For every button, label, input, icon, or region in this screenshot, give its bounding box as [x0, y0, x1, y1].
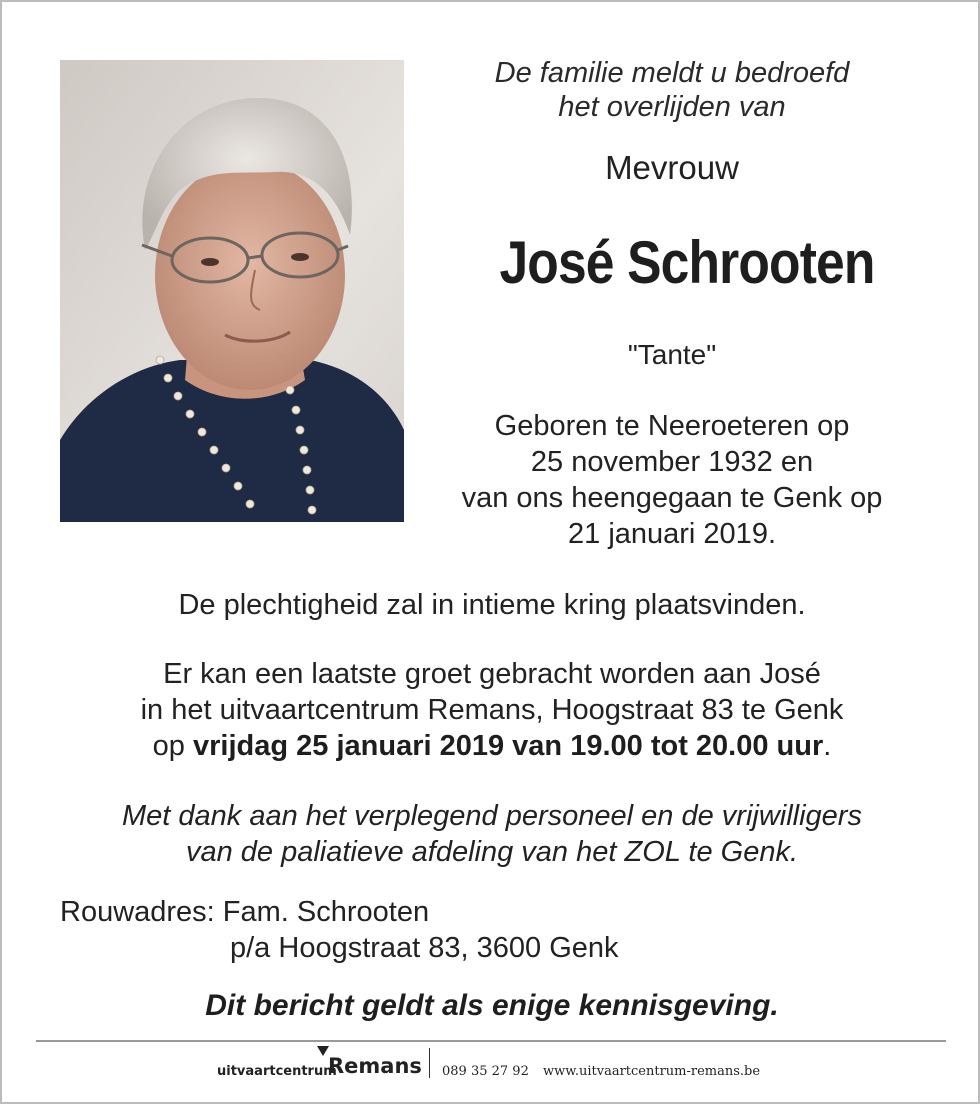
- address-line-2: p/a Hoogstraat 83, 3600 Genk: [230, 932, 619, 964]
- birth-line-2: 25 november 1932 en: [530, 446, 814, 478]
- portrait-photo: [60, 60, 404, 522]
- intro-line-1: De familie meldt u bedroefd: [494, 57, 850, 89]
- footer: [2, 1046, 978, 1086]
- visitation-time: vrijdag 25 januari 2019 van 19.00 tot 20.00 uur: [193, 730, 824, 762]
- thanks-text: [42, 798, 942, 870]
- website-link[interactable]: www.uitvaartcentrum-remans.be: [543, 1064, 761, 1079]
- notice-text: Dit bericht geldt als enige kennisgeving.: [205, 989, 779, 1022]
- death-line-2: 21 januari 2019.: [568, 518, 776, 550]
- phone-number: 089 35 27 92: [442, 1064, 529, 1079]
- brand-small-text: uitvaartcentrum: [217, 1064, 337, 1079]
- greeting-text: [42, 656, 942, 764]
- birth-line-1: Geboren te Neeroeteren op: [494, 410, 850, 442]
- address-line-1: Rouwadres: Fam. Schrooten: [60, 896, 430, 928]
- deceased-name: José Schrooten: [499, 229, 875, 296]
- footer-divider: [36, 1040, 946, 1042]
- life-dates: [432, 408, 912, 552]
- greeting-line-3: [42, 728, 942, 764]
- brand-name: Remans: [328, 1054, 422, 1078]
- greeting-line-3-prefix: op: [152, 730, 185, 762]
- thanks-line-2: van de paliatieve afdeling van het ZOL te Genk.: [185, 836, 799, 868]
- greeting-line-3-suffix: .: [823, 730, 832, 762]
- death-line-1: van ons heengegaan te Genk op: [461, 482, 883, 514]
- thanks-line-1: Met dank aan het verplegend personeel en de vrijwilligers: [122, 800, 862, 832]
- ceremony-text: De plechtigheid zal in intieme kring plaatsvinden.: [178, 589, 806, 621]
- greeting-line-2: in het uitvaartcentrum Remans, Hoogstraat 83 te Genk: [140, 694, 844, 726]
- intro-text: [432, 56, 912, 124]
- title-prefix: Mevrouw: [605, 149, 739, 186]
- portrait-image: [60, 60, 404, 522]
- mourning-address: [60, 894, 619, 966]
- intro-line-2: het overlijden van: [558, 91, 786, 123]
- nickname: "Tante": [627, 339, 717, 370]
- greeting-line-1: Er kan een laatste groet gebracht worden aan José: [163, 658, 821, 690]
- footer-separator: [429, 1048, 430, 1078]
